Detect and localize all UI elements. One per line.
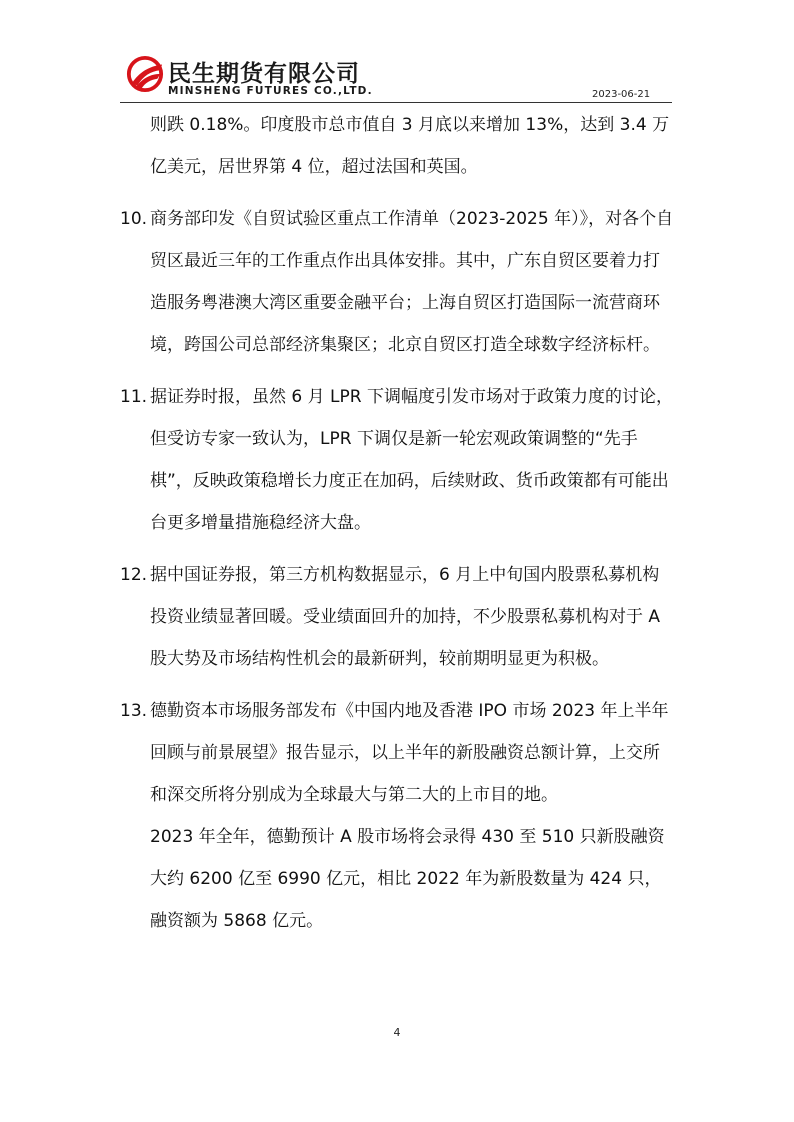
news-item — [120, 554, 676, 680]
news-item-text: 商务部印发《自贸试验区重点工作清单（2023-2025 年）》，对各个自贸区最近三年的工作重点作出具体安排。其中，广东自贸区要着力打造服务粤港澳大湾区重要金融平台；上海自贸区打造国际一流营商环境，跨国公司总部经济集聚区；北京自贸区打造全球数字经济标杆。 — [150, 209, 674, 355]
news-item-text: 2023 年全年，德勤预计 A 股市场将会录得 430 至 510 只新股融资大约 6200 亿至 6990 亿元，相比 2022 年为新股数量为 424 只，融资额为 5868 亿元。 — [150, 827, 665, 931]
report-date: 2023-06-21 — [592, 89, 651, 100]
news-item-text: 据中国证券报，第三方机构数据显示，6 月上中旬国内股票私募机构投资业绩显著回暖。受业绩面回升的加持，不少股票私募机构对于 A 股大势及市场结构性机会的最新研判，较前期明显更为积极。 — [150, 565, 661, 669]
news-item-number: 11. — [120, 387, 148, 407]
news-item-text: 则跌 0.18%。印度股市总市值自 3 月底以来增加 13%，达到 3.4 万亿美元，居世界第 4 位，超过法国和英国。 — [150, 115, 670, 177]
news-item-text: 据证券时报，虽然 6 月 LPR 下调幅度引发市场对于政策力度的讨论，但受访专家一致认为，LPR 下调仅是新一轮宏观政策调整的“先手棋”，反映政策稳增长力度正在加码，后续财政、货币政策都有可能出台更多增量措施稳经济大盘。 — [150, 387, 673, 533]
news-item-text: 德勤资本市场服务部发布《中国内地及香港 IPO 市场 2023 年上半年回顾与前景展望》报告显示，以上半年的新股融资总额计算，上交所和深交所将分别成为全球最大与第二大的上市目的地。 — [150, 701, 669, 805]
brand-name-cn: 民生期货有限公司 — [168, 61, 360, 87]
header-divider — [120, 102, 672, 103]
news-item-followup — [120, 816, 676, 942]
news-item — [120, 198, 676, 366]
news-item-number: 13. — [120, 701, 148, 721]
news-item-continuation — [120, 104, 676, 188]
page-header — [0, 0, 794, 110]
news-item-number: 12. — [120, 565, 148, 585]
minsheng-logo-icon — [126, 54, 164, 94]
brand-name-en: MINSHENG FUTURES CO.,LTD. — [168, 85, 373, 97]
news-item-number: 10. — [120, 209, 148, 229]
news-item — [120, 376, 676, 544]
page-number: 4 — [393, 1026, 401, 1039]
news-list — [120, 104, 676, 942]
news-item — [120, 690, 676, 816]
